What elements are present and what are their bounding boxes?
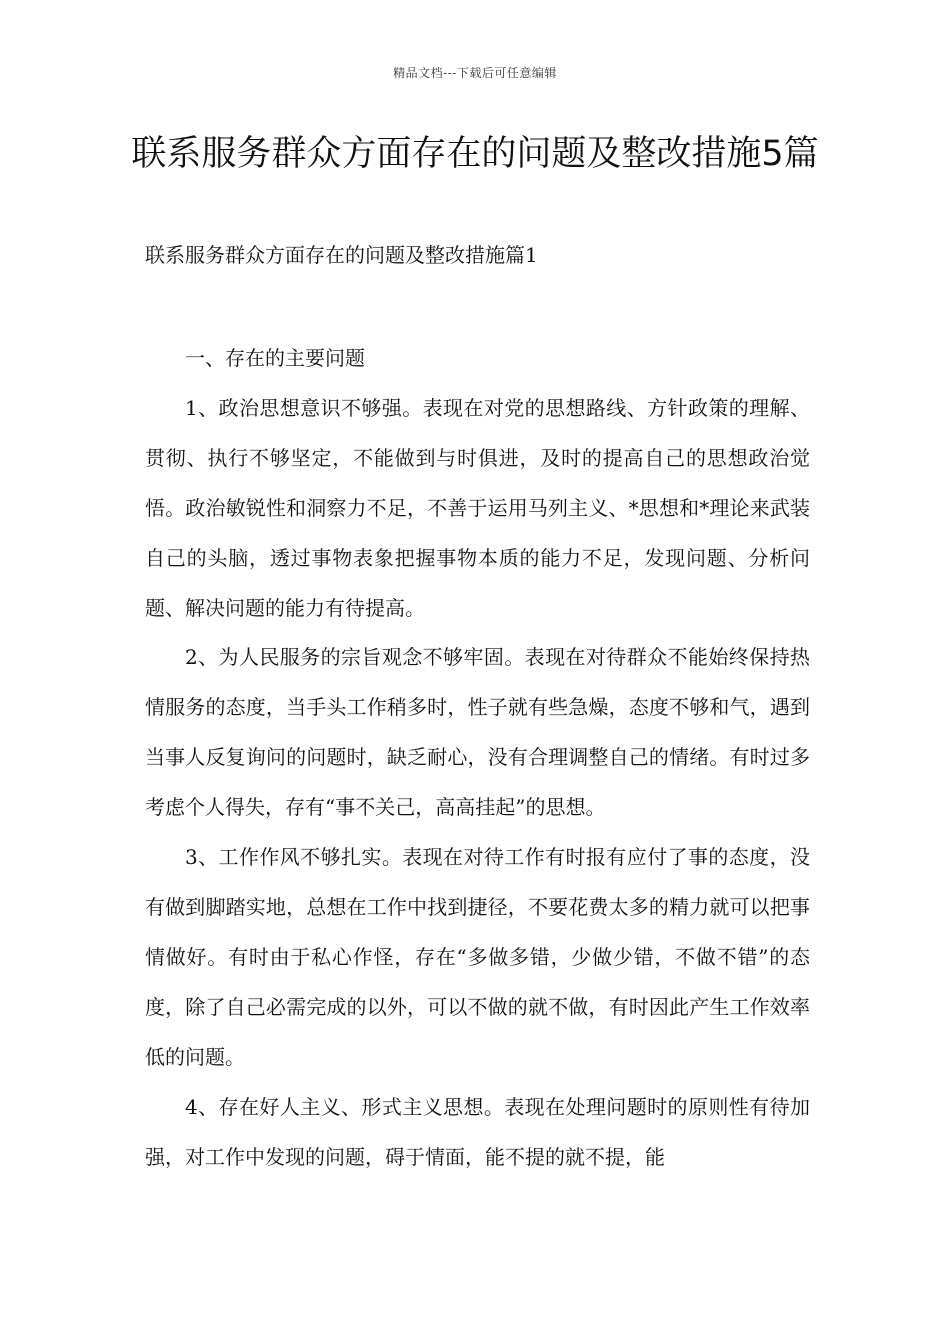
paragraph-3: 3、工作作风不够扎实。表现在对待工作有时报有应付了事的态度，没有做到脚踏实地，总想在工作中找到捷径，不要花费太多的精力就可以把事情做好。有时由于私心作怪，存在“多做多错，少做少错，不做不错”的态度，除了自己必需完成的以外，可以不做的就不做，有时因此产生工作效率低的问题。 xyxy=(145,845,810,1069)
paragraph-1: 1、政治思想意识不够强。表现在对党的思想路线、方针政策的理解、贯彻、执行不够坚定，不能做到与时俱进，及时的提高自己的思想政治觉悟。政治敏锐性和洞察力不足，不善于运用马列主义、*思想和*理论来武装自己的头脑，透过事物表象把握事物本质的能力不足，发现问题、分析问题、解决问题的能力有待提高。 xyxy=(145,395,810,620)
document-body xyxy=(145,334,810,1182)
document-title: 联系服务群众方面存在的问题及整改措施5篇 xyxy=(131,134,819,174)
document-subtitle: 联系服务群众方面存在的问题及整改措施篇1 xyxy=(145,243,538,267)
paragraph-4: 4、存在好人主义、形式主义思想。表现在处理问题时的原则性有待加强，对工作中发现的问题，碍于情面，能不提的就不提，能 xyxy=(145,1094,810,1169)
paragraph-2: 2、为人民服务的宗旨观念不够牢固。表现在对待群众不能始终保持热情服务的态度，当手头工作稍多时，性子就有些急燥，态度不够和气，遇到当事人反复询问的问题时，缺乏耐心，没有合理调整自己的情绪。有时过多考虑个人得失，存有“事不关己，高高挂起”的思想。 xyxy=(145,645,810,820)
header-note: 精品文档---下载后可任意编辑 xyxy=(393,66,557,80)
section-heading: 一、存在的主要问题 xyxy=(185,346,365,370)
